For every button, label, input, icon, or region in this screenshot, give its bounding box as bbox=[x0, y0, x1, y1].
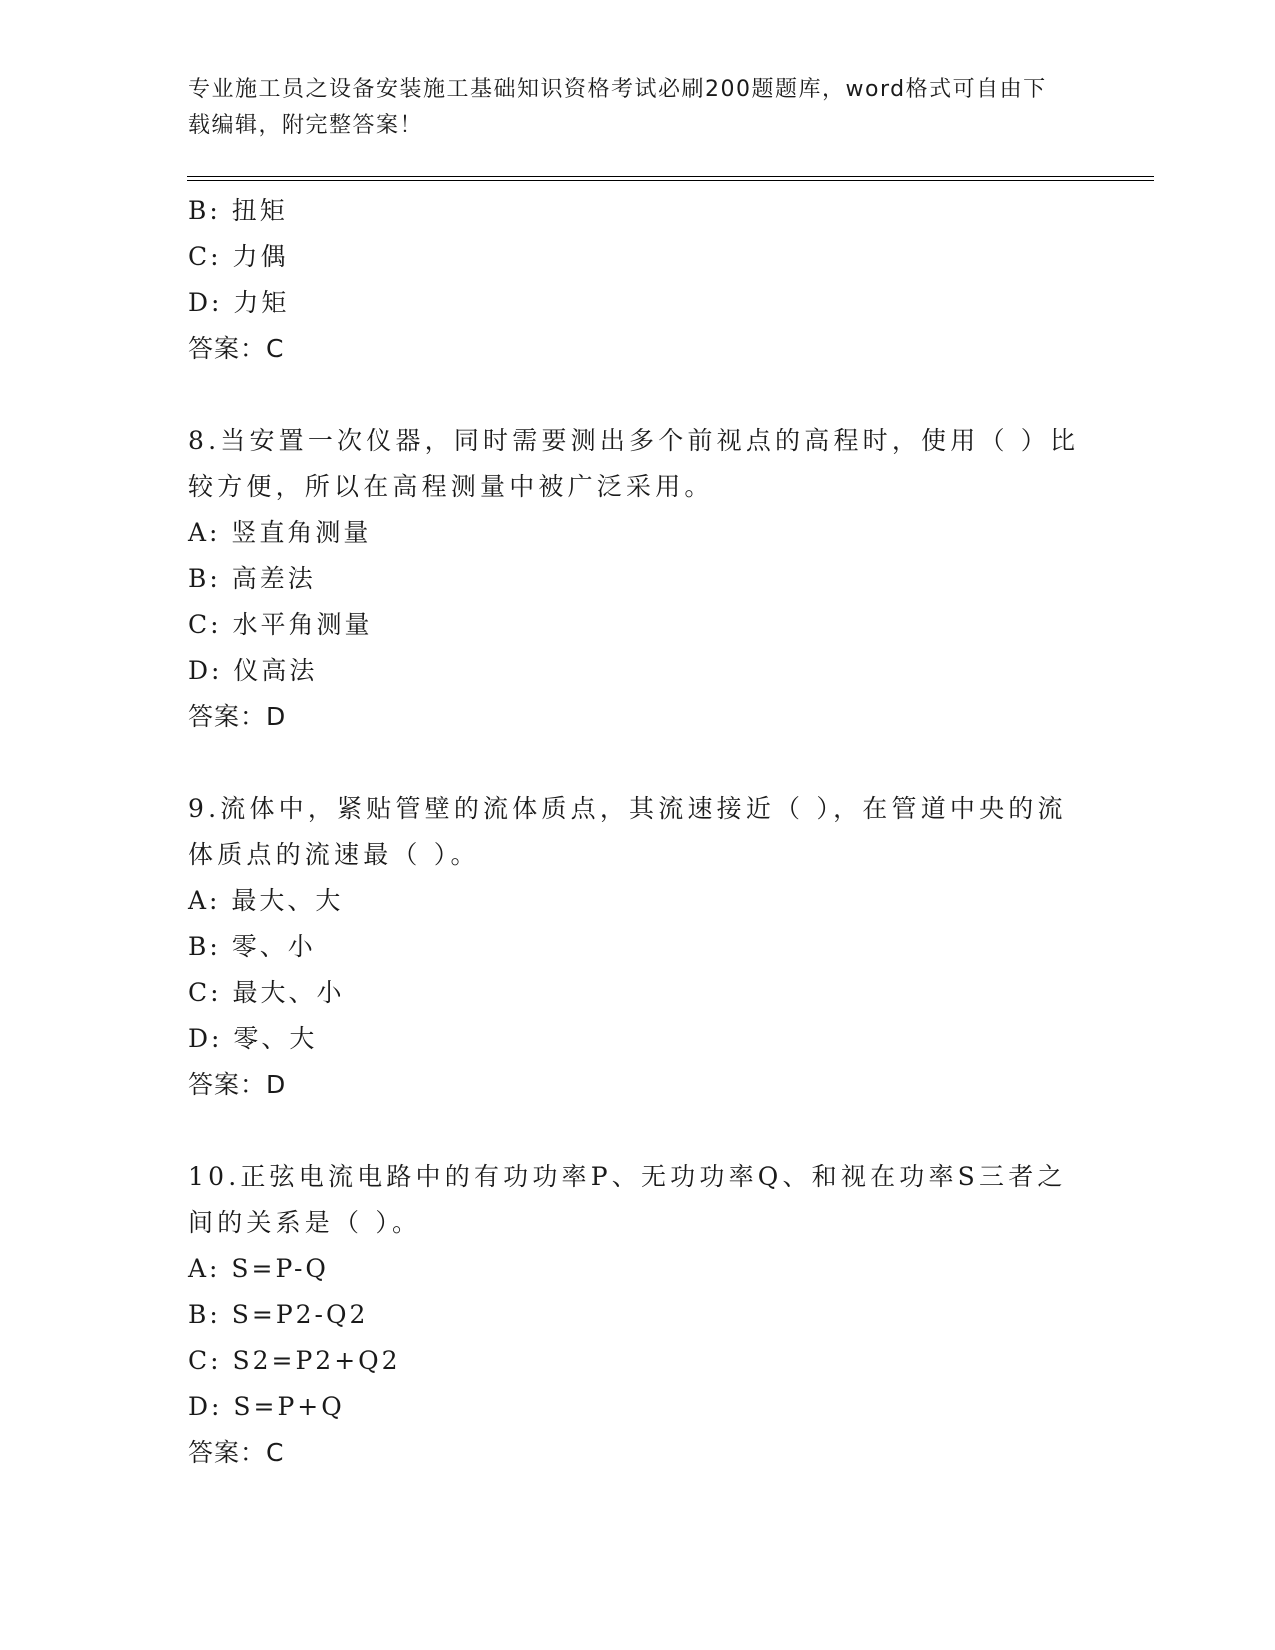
document-header: 专业施工员之设备安装施工基础知识资格考试必刷200题题库，word格式可自由下载编辑，附完整答案！ bbox=[188, 77, 1047, 138]
option-c: C: 力偶 bbox=[188, 242, 289, 271]
option-c: C: S2=P2+Q2 bbox=[188, 1346, 401, 1375]
option-d: D: 零、大 bbox=[188, 1024, 318, 1053]
question-10 bbox=[188, 1154, 1088, 1476]
option-c: C: 水平角测量 bbox=[188, 610, 373, 639]
option-b: B: 扭矩 bbox=[188, 196, 288, 225]
option-a: A: 竖直角测量 bbox=[188, 518, 372, 547]
option-a: A: 最大、大 bbox=[188, 886, 344, 915]
option-b: B: 高差法 bbox=[188, 564, 316, 593]
answer-line: 答案：C bbox=[188, 334, 285, 363]
question-8 bbox=[188, 418, 1088, 740]
option-a: A: S=P-Q bbox=[188, 1254, 329, 1283]
question-text: 8.当安置一次仪器，同时需要测出多个前视点的高程时，使用（ ）比较方便，所以在高程测量中被广泛采用。 bbox=[188, 426, 1080, 501]
answer-line: 答案：C bbox=[188, 1438, 285, 1467]
answer-line: 答案：D bbox=[188, 1070, 287, 1099]
answer-line: 答案：D bbox=[188, 702, 287, 731]
option-d: D: S=P+Q bbox=[188, 1392, 345, 1421]
header-divider bbox=[187, 176, 1154, 181]
option-d: D: 仪高法 bbox=[188, 656, 318, 685]
option-b: B: S=P2-Q2 bbox=[188, 1300, 369, 1329]
document-body bbox=[188, 188, 1088, 1476]
question-9 bbox=[188, 786, 1088, 1108]
option-d: D: 力矩 bbox=[188, 288, 290, 317]
option-b: B: 零、小 bbox=[188, 932, 316, 961]
question-text: 9.流体中，紧贴管壁的流体质点，其流速接近（ ），在管道中央的流体质点的流速最（ ）。 bbox=[188, 794, 1067, 869]
question-7-continued bbox=[188, 188, 1088, 372]
question-text: 10.正弦电流电路中的有功功率P、无功功率Q、和视在功率S三者之间的关系是（ ）。 bbox=[188, 1162, 1067, 1237]
option-c: C: 最大、小 bbox=[188, 978, 345, 1007]
